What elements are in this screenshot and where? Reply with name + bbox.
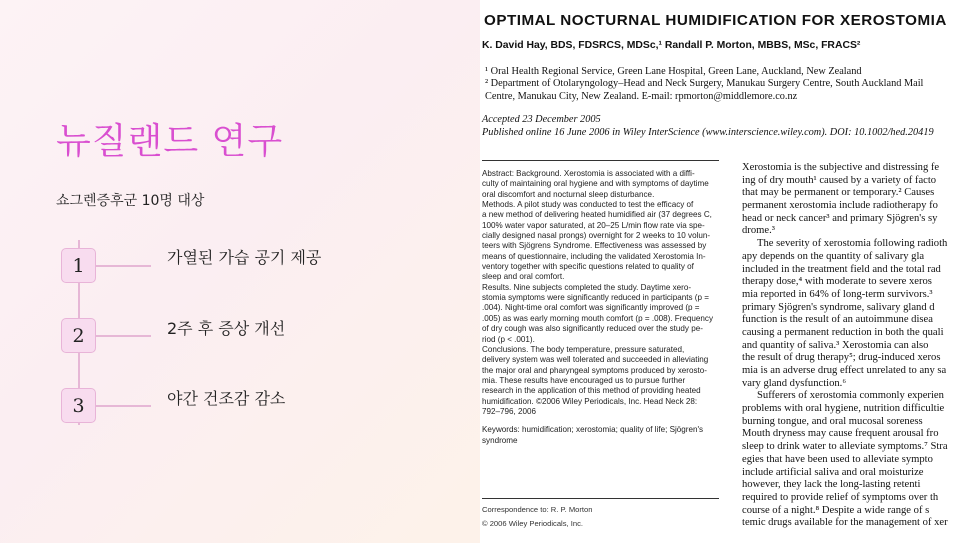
body-line: drome.³ <box>742 225 775 237</box>
abstract-line: 792–796, 2006 <box>482 406 537 416</box>
body-line: Mouth dryness may cause frequent arousal fro <box>742 428 939 440</box>
slide-title: 뉴질랜드 연구 <box>56 121 284 162</box>
body-line: sleep to drink water to alleviate symptoms.⁷ Stra <box>742 441 948 453</box>
slide-panel <box>0 0 480 543</box>
body-line: course of a night.⁸ Despite a wide range of s <box>742 504 930 516</box>
body-line: function is the result of an autoimmune disea <box>742 314 933 326</box>
step-2-number: 2 <box>61 318 96 353</box>
body-line: head or neck cancer³ and primary Sjögren's sy <box>742 212 938 224</box>
step-1-text: 가열된 가습 공기 제공 <box>167 248 322 267</box>
abstract-line: stomia symptoms were significantly reduced in participants (p = <box>482 293 709 303</box>
abstract-line: Methods. A pilot study was conducted to test the efficacy of <box>482 200 694 210</box>
body-line: and quantity of saliva.³ Xerostomia can also <box>742 339 929 351</box>
abstract-line: means of questionnaire, including the validated Xerostomia In- <box>482 251 706 261</box>
body-line: required to provide relief of symptoms over th <box>742 491 939 503</box>
abstract-line: cially designed nasal prongs) overnight for 2 weeks to 10 volun- <box>482 231 711 241</box>
body-line: temic drugs available for the management of xer <box>742 517 948 529</box>
body-line: Xerostomia is the subjective and distressing fe <box>742 162 940 173</box>
slide-subtitle: 쇼그렌증후군 10명 대상 <box>56 193 205 209</box>
affiliation-line: ² Department of Otolaryngology–Head and Neck Surgery, Manukau Surgery Centre, South Auckland Mail <box>485 78 924 90</box>
abstract-line: 100% water vapor saturated, at 20–25 L/min flow rate via spe- <box>482 220 705 230</box>
abstract-line: sleep and oral comfort. <box>482 272 565 282</box>
paper-body-column <box>742 162 966 530</box>
abstract-line: mia. These results have encouraged us to pursue further <box>482 375 686 385</box>
abstract-line: oral discomfort and nocturnal sleep disturbance. <box>482 189 655 199</box>
body-line: causing a permanent reduction in both the quali <box>742 326 944 338</box>
abstract-line: of dry cough was also significantly reduced over the study pe- <box>482 324 703 334</box>
copyright-note: © 2006 Wiley Periodicals, Inc. <box>482 519 583 528</box>
paper-dates <box>482 113 934 139</box>
abstract-line: Abstract: Background. Xerostomia is associated with a diffi- <box>482 169 695 178</box>
body-line: included in the treatment field and the total rad <box>742 263 941 275</box>
body-line: the result of drug therapy⁵; drug-induced xeros <box>742 352 941 364</box>
body-line: that may be permanent or temporary.² Causes <box>742 187 935 199</box>
body-line: mia is an adverse drug effect unrelated to any sa <box>742 365 947 376</box>
keywords-line: syndrome <box>482 435 518 445</box>
abstract-rule-top <box>482 160 719 161</box>
affiliation-line: ¹ Oral Health Regional Service, Green Lane Hospital, Green Lane, Auckland, New Zealand <box>485 66 862 77</box>
abstract-line: a new method of delivering heated humidified air (37 degrees C, <box>482 210 712 220</box>
body-line: mia reported in 64% of long-term survivors.³ <box>742 288 933 300</box>
step-1-number: 1 <box>61 248 96 283</box>
body-line: apy depends on the quantity of salivary gla <box>742 250 925 262</box>
published-date: Published online 16 June 2006 in Wiley InterScience (www.interscience.wiley.com). DOI: 10.1002/hed.20419 <box>482 127 934 138</box>
body-line: ing of dry mouth¹ caused by a variety of facto <box>742 174 937 186</box>
paper-page-image <box>480 0 966 543</box>
paper-authors: K. David Hay, BDS, FDSRCS, MDSc,¹ Randall P. Morton, MBBS, MSc, FRACS² <box>482 40 861 51</box>
abstract-line: research in the application of this method of providing heated <box>482 386 701 396</box>
step-connector <box>96 405 151 407</box>
abstract-line: Conclusions. The body temperature, pressure saturated, <box>482 344 685 354</box>
step-2-text: 2주 후 증상 개선 <box>167 319 286 338</box>
abstract-line: culty of maintaining oral hygiene and with symptoms of daytime <box>482 179 709 189</box>
body-line: therapy dose,⁴ with moderate to severe xeros <box>742 276 932 288</box>
correspondence-note: Correspondence to: R. P. Morton <box>482 505 593 514</box>
step-connector <box>96 335 151 337</box>
body-line: burning tongue, and oral mucosal soreness <box>742 415 923 427</box>
body-line: permanent xerostomia include radiotherapy fo <box>742 200 938 212</box>
affiliation-line: Centre, Manukau City, New Zealand. E-mail: rpmorton@middlemore.co.nz <box>485 90 798 102</box>
paper-abstract <box>482 169 719 446</box>
abstract-line: ventory together with specific questions related to quality of <box>482 262 694 272</box>
body-line: include artificial saliva and oral moisturize <box>742 466 924 478</box>
abstract-line: Results. Nine subjects completed the study. Daytime xero- <box>482 282 692 292</box>
abstract-line: the major oral and pharyngeal symptoms produced by xerosto- <box>482 365 707 375</box>
abstract-line: riod (p < .001). <box>482 334 535 344</box>
body-line: however, they lack the long-lasting retenti <box>742 479 921 491</box>
paper-affiliations <box>485 66 923 103</box>
abstract-line: teers with Sjögrens Syndrome. Effectiveness was assessed by <box>482 241 707 251</box>
abstract-line: .004). Night-time oral comfort was significantly improved (p = <box>482 303 700 313</box>
footnote-rule <box>482 498 719 499</box>
keywords-line: Keywords: humidification; xerostomia; quality of life; Sjögren's <box>482 425 704 435</box>
step-3-number: 3 <box>61 388 96 423</box>
accepted-date: Accepted 23 December 2005 <box>482 114 601 125</box>
body-line: The severity of xerostomia following radioth <box>757 238 948 250</box>
abstract-line: humidification. ©2006 Wiley Periodicals, Inc. Head Neck 28: <box>482 396 698 406</box>
paper-title: OPTIMAL NOCTURNAL HUMIDIFICATION FOR XEROSTOMIA <box>484 12 947 29</box>
body-line: egies that have been used to alleviate sympto <box>742 453 933 465</box>
body-line: Sufferers of xerostomia commonly experien <box>757 390 944 402</box>
body-line: primary Sjögren's syndrome, salivary gland d <box>742 301 935 313</box>
body-line: vary gland dysfunction.⁶ <box>742 377 847 389</box>
abstract-line: .005) as was early morning mouth comfort (p = .008). Frequency <box>482 313 713 323</box>
step-3-text: 야간 건조감 감소 <box>167 389 286 408</box>
abstract-line: delivery system was well tolerated and succeeded in alleviating <box>482 355 709 365</box>
body-line: problems with oral hygiene, nutrition difficultie <box>742 403 945 415</box>
step-connector <box>96 265 151 267</box>
